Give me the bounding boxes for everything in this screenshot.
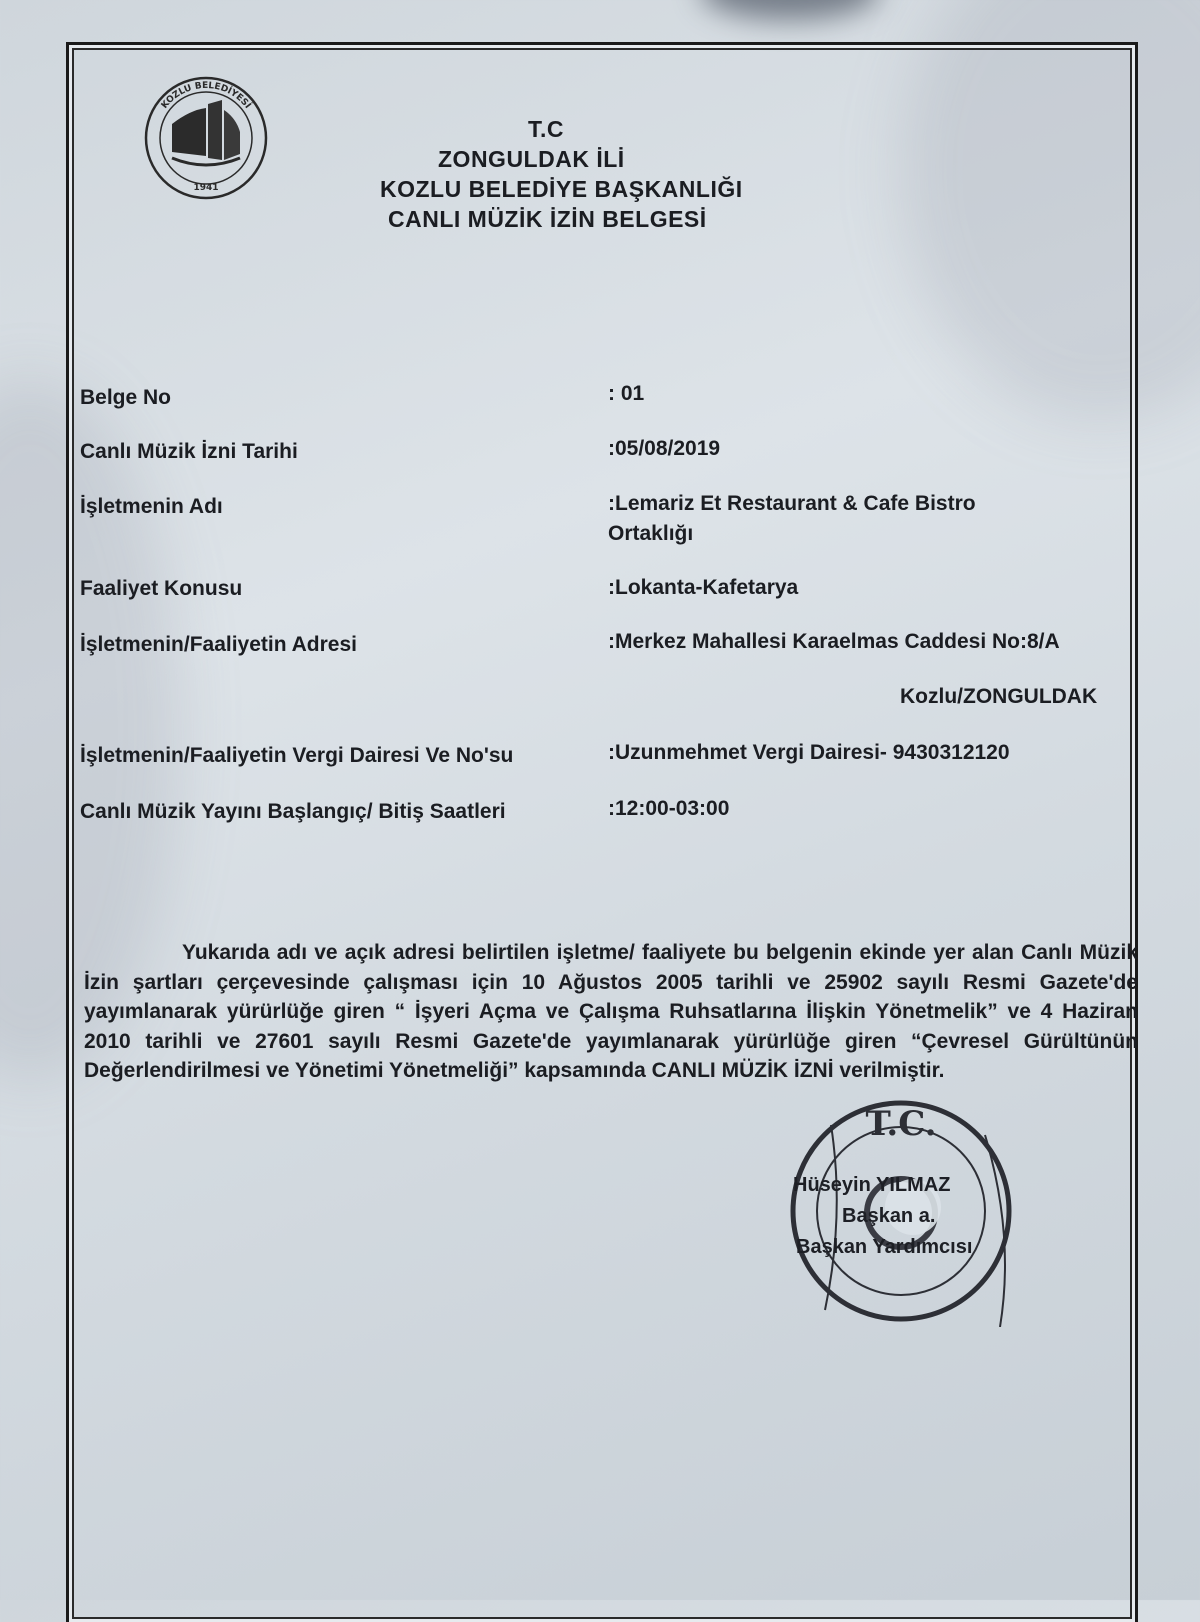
header-line-2: ZONGULDAK İLİ <box>438 146 625 172</box>
field-label-izin-tarihi: Canlı Müzik İzni Tarihi <box>80 440 298 463</box>
field-value-adres: :Merkez Mahallesi Karaelmas Caddesi No:8/A <box>608 630 1060 653</box>
field-label-vergi-dairesi: İşletmenin/Faaliyetin Vergi Dairesi Ve No'su <box>80 744 514 767</box>
logo-year: 1941 <box>193 183 219 193</box>
document-title: CANLI MÜZİK İZİN BELGESİ <box>388 206 707 232</box>
field-value-vergi-dairesi: :Uzunmehmet Vergi Dairesi- 9430312120 <box>608 741 1010 764</box>
photo-shadow <box>700 0 880 20</box>
svg-text:KOZLU BELEDİYESİ: KOZLU BELEDİYESİ <box>159 80 253 111</box>
field-value-isletme-adi-cont: Ortaklığı <box>608 522 694 545</box>
field-label-faaliyet-konusu: Faaliyet Konusu <box>80 577 243 600</box>
field-label-saatler: Canlı Müzik Yayını Başlangıç/ Bitiş Saatleri <box>80 800 506 823</box>
field-value-izin-tarihi: :05/08/2019 <box>608 437 721 460</box>
field-label-adres: İşletmenin/Faaliyetin Adresi <box>80 633 357 656</box>
field-value-faaliyet-konusu: :Lokanta-Kafetarya <box>608 576 799 599</box>
field-label-belge-no: Belge No <box>80 386 172 409</box>
field-value-adres-cont: Kozlu/ZONGULDAK <box>900 685 1098 708</box>
header-line-3: KOZLU BELEDİYE BAŞKANLIĞI <box>380 176 743 202</box>
municipality-seal-icon <box>142 74 270 202</box>
signatory-title-2: Başkan Yardımcısı <box>796 1236 973 1258</box>
signatory-title-1: Başkan a. <box>842 1205 936 1227</box>
field-label-isletme-adi: İşletmenin Adı <box>80 495 223 518</box>
field-value-isletme-adi: :Lemariz Et Restaurant & Cafe Bistro <box>608 492 976 515</box>
document-border <box>66 42 1138 1622</box>
header-line-1: T.C <box>528 116 564 142</box>
stamp-top-text: T.C. <box>865 1104 937 1144</box>
signatory-name: Hüseyin YILMAZ <box>793 1174 951 1196</box>
field-value-saatler: :12:00-03:00 <box>608 797 730 820</box>
field-value-belge-no: : 01 <box>608 382 645 405</box>
permit-body-text: Yukarıda adı ve açık adresi belirtilen işletme/ faaliyete bu belgenin ekinde yer alan Canlı Müzik İzin şartları çerçevesinde çalışması için 10 Ağustos 2005 tarihli ve 25902 sayılı Resmi Gazete'de yayımlanarak yürürlüğe giren “ İşyeri Açma ve Çalışma Ruhsatlarına İlişkin Yönetmelik” ve 4 Haziran 2010 tarihli ve 27601 sayılı Resmi Gazete'de yayımlanarak yürürlüğe giren “Çevresel Gürültünün Değerlendirilmesi ve Yönetimi Yönetmeliği” kapsamında CANLI MÜZİK İZNİ verilmiştir. <box>84 941 1138 1082</box>
